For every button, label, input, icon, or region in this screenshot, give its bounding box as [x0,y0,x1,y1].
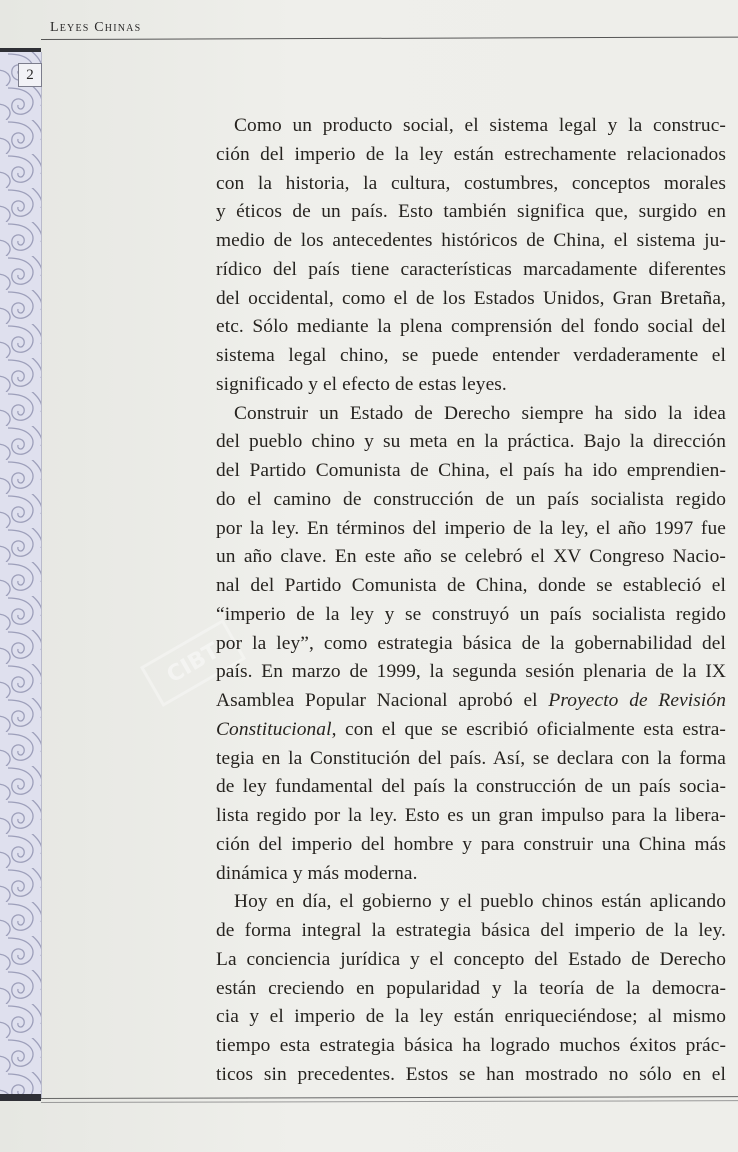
text-segment: , con el que se escribió oficialmente esta estra- [331,718,726,740]
text-line: por la ley”, como estrategia básica de la gobernabilidad del [216,632,726,654]
text-line: sistema legal chino, se puede entender verdaderamente el [216,345,726,366]
text-line: ción del imperio del hombre y para construir una China más [216,833,726,855]
text-line: “imperio de la ley y se construyó un país socialista regido [216,603,726,625]
text-line: Construir un Estado de Derecho siempre ha sido la idea [234,402,726,424]
text-line: lista regido por la ley. Esto es un gran impulso para la libera- [216,805,726,826]
text-line: La conciencia jurídica y el concepto del Estado de Derecho [216,948,726,970]
text-line: Como un producto social, el sistema legal y la construc- [234,115,726,136]
text-line: de forma integral la estrategia básica del imperio de la ley. [216,920,726,941]
text-line: nal del Partido Comunista de China, donde se estableció el [216,575,726,596]
text-line: país. En marzo de 1999, la segunda sesión plenaria de la IX [216,661,726,683]
text-line: del pueblo chino y su meta en la práctica. Bajo la dirección [216,431,726,453]
text-line-with-title [216,716,726,745]
text-line: ticos sin precedentes. Estos se han mostrado no sólo en el [216,1063,726,1085]
strip-bottom-bar [0,1094,41,1101]
text-line: de ley fundamental del país la construcción de un país socia- [216,776,726,798]
text-line: tiempo esta estrategia básica ha logrado muchos éxitos prác- [216,1035,726,1056]
text-line: Hoy en día, el gobierno y el pueblo chinos están aplicando [234,891,726,913]
text-line: dinámica y más moderna. [216,862,418,884]
running-header: Leyes Chinas [50,20,142,35]
text-line: significado y el efecto de estas leyes. [216,373,507,395]
text-line: por la ley. En términos del imperio de la ley, el año 1997 fue [216,517,726,539]
decorative-swirl-strip [0,52,42,1098]
text-line: do el camino de construcción de un país socialista regido [216,488,726,510]
text-line-with-title [216,687,726,716]
body-text [216,112,726,1090]
text-line: cia y el imperio de la ley están enriqueciéndose; al mismo [216,1006,726,1028]
text-line: y éticos de un país. Esto también significa que, surgido en [216,201,726,223]
page-number: 2 [18,63,42,87]
italic-title: Proyecto de Revisión [548,690,726,711]
text-line: del Partido Comunista de China, el país ha ido emprendien- [216,460,726,481]
text-segment: Asamblea Popular Nacional aprobó el [216,690,538,711]
text-line: tegia en la Constitución del país. Así, se declara con la forma [216,747,726,769]
text-line: medio de los antecedentes históricos de China, el sistema ju- [216,230,726,251]
text-line: del occidental, como el de los Estados Unidos, Gran Bretaña, [216,287,726,309]
text-line: rídico del país tiene características marcadamente diferentes [216,258,726,280]
text-line: etc. Sólo mediante la plena comprensión del fondo social del [216,316,726,338]
italic-title: Constitucional [216,718,332,740]
text-line: están creciendo en popularidad y la teoría de la democra- [216,977,726,999]
text-line: ción del imperio de la ley están estrechamente relacionados [216,143,726,165]
text-line: un año clave. En este año se celebró el XV Congreso Nacio- [216,546,726,568]
watermark-logo: CIBT [140,619,246,707]
text-line: con la historia, la cultura, costumbres, conceptos morales [216,172,726,194]
swirl-pattern-icon [0,52,41,1098]
